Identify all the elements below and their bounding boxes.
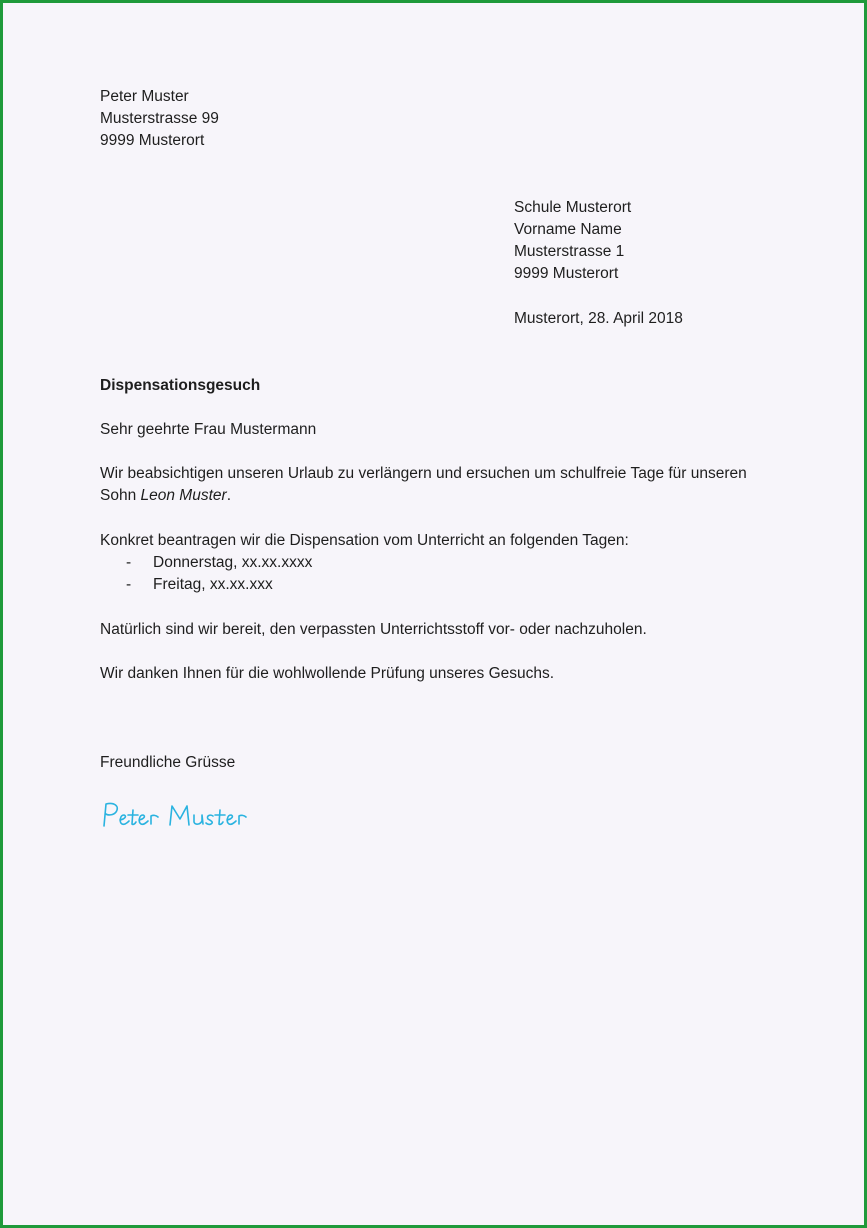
list-item <box>100 552 629 574</box>
list-dash: - <box>126 554 132 571</box>
paragraph-dates <box>100 530 629 596</box>
list-item-text: Freitag, xx.xx.xxx <box>153 576 273 593</box>
recipient-address <box>514 197 631 285</box>
paragraph-request-line1: Wir beabsichtigen unseren Urlaub zu verlängern und ersuchen um schulfreie Tage für unseren <box>100 465 747 482</box>
paragraph-catchup-text: Natürlich sind wir bereit, den verpassten Unterrichtsstoff vor- oder nachzuholen. <box>100 621 647 638</box>
paragraph-request-line2 <box>100 485 747 507</box>
letter-subject <box>100 375 260 397</box>
recipient-city: 9999 Musterort <box>514 265 619 282</box>
sender-address <box>100 86 219 152</box>
recipient-street: Musterstrasse 1 <box>514 243 625 260</box>
recipient-org: Schule Musterort <box>514 199 632 216</box>
paragraph-catchup <box>100 619 647 641</box>
letter-greeting <box>100 419 316 441</box>
child-name: Leon Muster <box>140 487 227 504</box>
letter-date <box>514 308 683 330</box>
sender-street: Musterstrasse 99 <box>100 110 219 127</box>
line2-prefix: Sohn <box>100 487 141 504</box>
subject-text: Dispensationsgesuch <box>100 377 261 394</box>
paragraph-dates-intro: Konkret beantragen wir die Dispensation vom Unterricht an folgenden Tagen: <box>100 532 629 549</box>
sender-city: 9999 Musterort <box>100 132 205 149</box>
date-text: Musterort, 28. April 2018 <box>514 310 683 327</box>
paragraph-thanks-text: Wir danken Ihnen für die wohlwollende Prüfung unseres Gesuchs. <box>100 665 555 682</box>
closing-text: Freundliche Grüsse <box>100 754 236 771</box>
list-item <box>100 574 629 596</box>
list-item-text: Donnerstag, xx.xx.xxxx <box>153 554 313 571</box>
recipient-name: Vorname Name <box>514 221 622 238</box>
sender-name: Peter Muster <box>100 88 189 105</box>
list-dash: - <box>126 576 132 593</box>
paragraph-thanks <box>100 663 554 685</box>
paragraph-request <box>100 463 747 507</box>
greeting-text: Sehr geehrte Frau Mustermann <box>100 421 317 438</box>
handwritten-signature <box>100 798 270 838</box>
letter-closing <box>100 752 235 774</box>
line2-suffix: . <box>226 487 231 504</box>
